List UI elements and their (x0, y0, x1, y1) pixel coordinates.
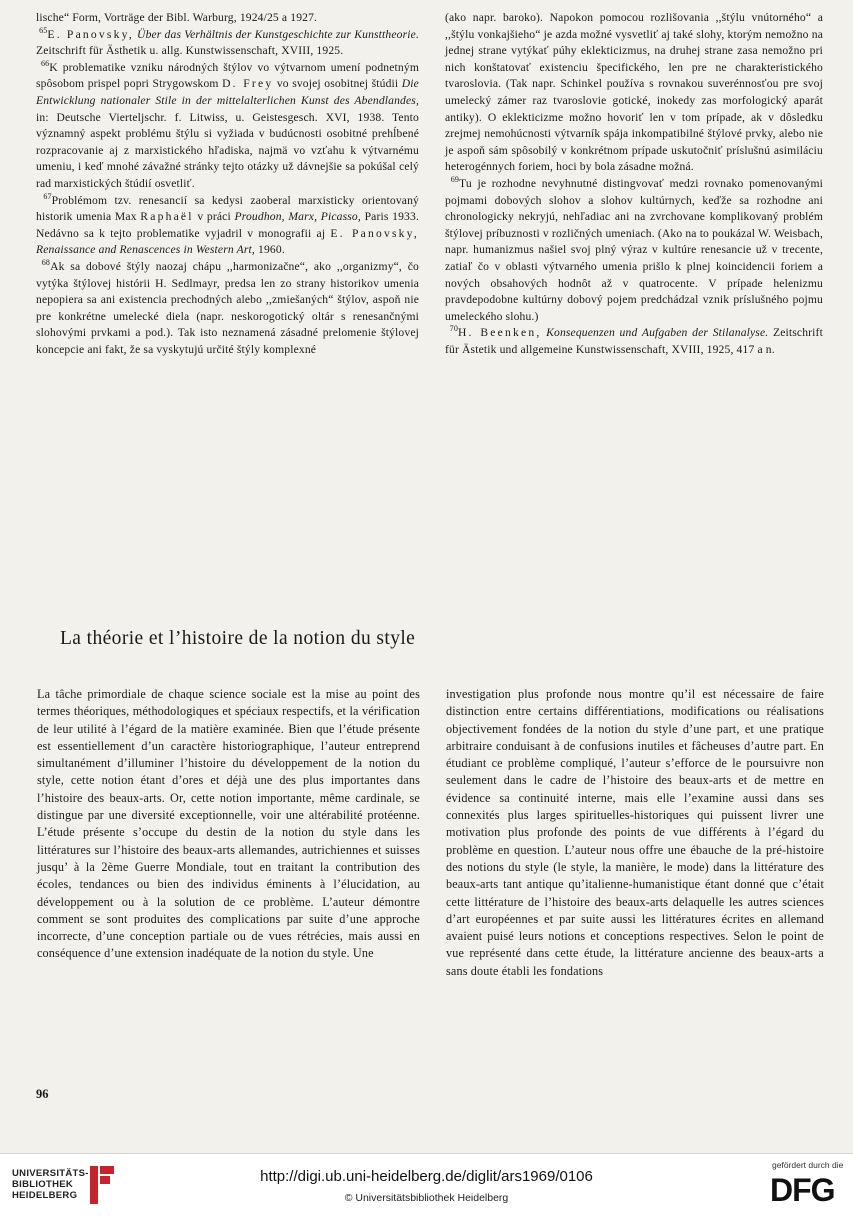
section-title: La théorie et l’histoire de la notion du style (60, 628, 416, 649)
footnotes-left-column (36, 10, 419, 358)
copyright-notice: © Universitätsbibliothek Heidelberg (344, 1192, 509, 1204)
page-number: 96 (36, 1087, 49, 1101)
footnote-68: $^{68}$Ak sa dobové štýly naozaj chápu ,,harmonizačne“, ako ,,organizmy“, čo vytýka štýlovej histórii H. Sedlmayr, predsa len zo strany historikov umenia nepopiera sa ani existencia prechodných alebo ,,zmiešaných“ štýlov, aspoň nie pre konkrétne umelecké diela (napr. neskorogotický oltár s renesančnými slohovými prvkami a pod.). Tak isto neznamená zásadné prelomenie štýlovej koncepcie ani fakt, že sa vyskytujú určité štýly komplexné (36, 258, 419, 356)
library-footer (0, 1153, 853, 1216)
dfg-caption: gefördert durch die (772, 1160, 844, 1170)
footnote-65: $^{65}$E. Panovsky, Über das Verhältnis der Kunstgeschichte zur Kunsttheorie. Zeitschrift für Ästhetik u. allg. Kunstwissenschaft, XVIII, 1925. (36, 25, 419, 58)
summary-right-column (446, 686, 824, 980)
footnote-67: $^{67}$Problémom tzv. renesancií sa kedysi zaoberal marxisticky orientovaný historik umenia Max Raphaël v práci Proudhon, Marx, Picasso, Paris 1933. Nedávno sa k tejto problematike vyjadril v monografii aj E. Panovsky, Renaissance and Renascences in Western Art, 1960. (36, 191, 419, 257)
summary-left-column (37, 686, 420, 963)
dfg-logo: DFG (770, 1172, 835, 1208)
summary-paragraph-left: La tâche primordiale de chaque science sociale est la mise au point des termes théoriques, méthodologiques et spéciaux respectifs, et la vérification de leur utilité à l’égard de la matière examinée. Bien que l’étude présente est essentiellement d’un caractère historiographique, l’auteur entreprend simultanément d’illuminer l’histoire du développement de la notion du style, cette notion étant d’ores et déjà une des plus importantes dans l’histoire des beaux-arts. Or, cette notion importante, même cardinale, se distingue par une diversité exceptionnelle, voir une altérabilité protéenne. L’étude présente s’occupe du destin de la notion du style dans les littératures sur l’histoire des beaux-arts allemandes, autrichiennes et suisses jusqu’ à la 2ème Guerre Mondiale, tout en traitant la contribution des écoles, tendances ou bien des individus éminents à l’élucidation, au développement ou à la solution de ce problème. L’auteur démontre comment se sont produites des complications par suite d’une approche incorrecte, d’une conception partiale ou de vues rétrécies, mais aussi en conséquence d’une extension inadéquate de la notion du style. Une (37, 687, 420, 961)
footnote-66: $^{66}$K problematike vzniku národných štýlov vo výtvarnom umení podnetným spôsobom prispel popri Strygowskom D. Frey vo svojej osobitnej štúdii Die Entwicklung nationaler Stile in der mittelalterlichen Kunst des Abendlandes, in: Deutsche Vierteljschr. f. Litwiss, u. Geistesgesch. XVI, 1938. Tento významný aspekt problému štýlu si vyžiada v budúcnosti osobitné prehĺbené rozpracovanie aj z marxistického hľadiska, najmä vo vzťahu k výtvarnému umeniu, i keď mnohé závažné stránky tejto otázky už dávnejšie sa pokúšal celý rad marxistických štúdií osvetliť. (36, 58, 419, 190)
footnote-69: $^{69}$Tu je rozhodne nevyhnutné distingvovať medzi rovnako pomenovanými pojmami dobových slohov a slohov kultúrnych, keďže sa rozhodne ani chronologicky nekryjú, nehľadiac ani na zvrchovane komplikovaný problém štýlovej príbuznosti v rozličných umeniach. (Ako na to poukázal W. Weisbach, napr. humanizmus našiel svoj plný výraz v kultúre renesancie už v trecente, zatiaľ čo v oblasti výtvarného umenia prišlo k plnej koincidencii foriem a nových obsahových hodnôt až v quatrocente. V prípade helenizmu pravdepodobne kultúrny dobový pojem predchádzal vznik príslušného pojmu umeleckého slohu.) (445, 175, 823, 323)
footnote-68-continuation: (ako napr. baroko). Napokon pomocou rozlišovania ,,štýlu vnútorného“ a ,,štýlu vonkajšieho“ je azda možné vysvetliť aj také slohy, ktorým nemožno na jednej strane vytýkať púhy eklekticizmus, na druhej strane zasa nemožno pri nich konštatovať existenciu špecifického, len pre ne charakteristického tvaroslovia. (Tak napr. Schinkel používa s rovnakou suverénnosťou pre svoj umelecký zámer raz tvaroslovie gotické, inokedy zas morfologický aparát antiky). O eklekticizme možno hovoriť len v tom prípade, ak v dôsledku zrejmej nemohúcnosti výtvarník spája inkompatibilné štýlové prvky, alebo nie je aspoň sám spôsobilý v konkrétnom prípade uskutočniť príslušnú asimiláciu heterogénnych foriem, hoci by bola zásadne možná. (445, 11, 823, 174)
library-name-line-1: UNIVERSITÄTS- (12, 1168, 89, 1179)
library-name-line-3: HEIDELBERG (12, 1190, 78, 1201)
footnotes-right-column (445, 10, 823, 358)
footnote-continuation: lische“ Form, Vorträge der Bibl. Warburg, 1924/25 a 1927. (36, 11, 318, 24)
permalink-url[interactable]: http://digi.ub.uni-heidelberg.de/diglit/ars1969/0106 (260, 1168, 593, 1185)
library-name-line-2: BIBLIOTHEK (12, 1179, 74, 1190)
footnote-70: $^{70}$H. Beenken, Konsequenzen und Aufgaben der Stilanalyse. Zeitschrift für Ästetik und allgemeine Kunstwissenschaft, XVIII, 1925, 417 a n. (445, 324, 823, 356)
summary-paragraph-right: investigation plus profonde nous montre qu’il est nécessaire de faire distinction entre certains différentiations, modifications ou réalisations objectivement fondées de la notion du style d’une part, et une pratique arbitraire conduisant à de confusions inutiles et fâcheuses d’autre part. En étudiant ce problème compliqué, l’auteur s’efforce de le poursuivre non seulement dans le cadre de l’histoire des beaux-arts et de mettre en évidence sa continuité interne, mais elle l’examine aussi dans ses connexités plus larges spirituelles-historiques qui puissent livrer une motivation plus profonde des points de vue différents à l’égard du problème en question. L’auteur nous offre une ébauche de la pré-histoire des notions du style (le style, la manière, le mode) dans la littérature des beaux-arts tant antique qu’italienne-humanistique étant donné que c’était cette littérature de l’histoire des beaux-arts delaquelle les autres sciences d’art européennes et par suite aussi les littératures écrites en allemand avaient puisé leurs notions et conceptions respectives. Selon le point de vue représenté dans cette étude, la littérature ancienne des beaux-arts a sans doute établi les fondations (446, 687, 824, 978)
